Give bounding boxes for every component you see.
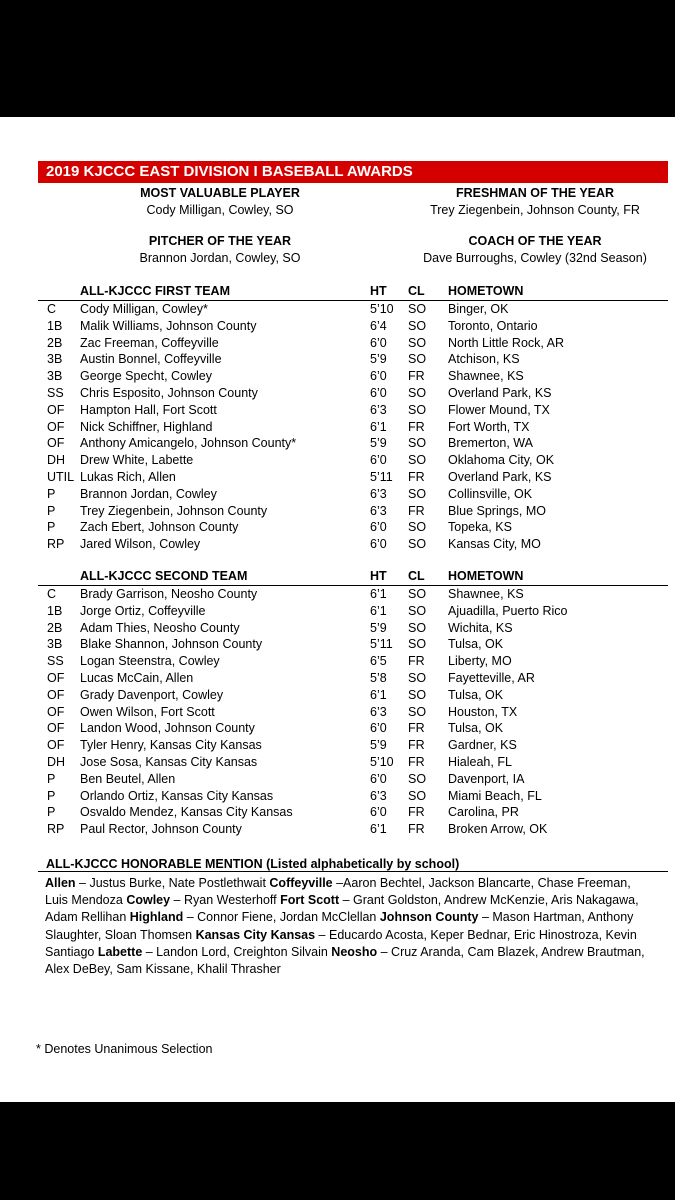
class-cell: SO (408, 771, 427, 786)
honorable-mention-heading: ALL-KJCCC HONORABLE MENTION (Listed alphabetically by school) (46, 857, 460, 871)
height-cell: 6’0 (370, 520, 387, 535)
pitcher-title: PITCHER OF THE YEAR (148, 234, 292, 248)
position-cell: 3B (47, 637, 63, 652)
school-players: – Connor Fiene, Jordan McClellan (183, 910, 380, 925)
player-cell: Grady Davenport, Cowley (80, 687, 224, 702)
height-cell: 6’0 (370, 537, 387, 552)
hometown-cell: Fayetteville, AR (448, 670, 535, 685)
player-cell: Paul Rector, Johnson County (80, 822, 242, 837)
freshman-winner: Trey Ziegenbein, Johnson County, FR (430, 203, 640, 217)
table-row (0, 452, 675, 469)
footnote: * Denotes Unanimous Selection (36, 1042, 213, 1056)
hometown-cell: Fort Worth, TX (448, 419, 530, 434)
school-name: Fort Scott (280, 893, 340, 908)
table-row (0, 737, 675, 754)
school-name: Highland (129, 910, 184, 925)
position-cell: SS (47, 654, 64, 669)
position-cell: OF (47, 721, 65, 736)
school-name: Cowley (126, 893, 171, 908)
position-cell: P (47, 805, 56, 820)
position-cell: 3B (47, 352, 63, 367)
player-cell: Ben Beutel, Allen (80, 771, 176, 786)
player-cell: Osvaldo Mendez, Kansas City Kansas (80, 805, 293, 820)
hometown-cell: Oklahoma City, OK (448, 453, 555, 468)
position-cell: OF (47, 738, 65, 753)
coach-award (400, 233, 670, 267)
hometown-cell: Overland Park, KS (448, 469, 552, 484)
height-cell: 6’1 (370, 822, 387, 837)
height-cell: 6’0 (370, 335, 387, 350)
position-cell: OF (47, 419, 65, 434)
player-cell: Tyler Henry, Kansas City Kansas (80, 738, 262, 753)
table-row (0, 804, 675, 821)
height-cell: 6’3 (370, 486, 387, 501)
position-cell: UTIL (47, 469, 75, 484)
position-cell: 2B (47, 335, 63, 350)
second-team-table (0, 586, 675, 838)
hometown-cell: Tulsa, OK (448, 687, 504, 702)
class-cell: SO (408, 788, 427, 803)
position-cell: DH (47, 453, 66, 468)
honorable-mention-list (45, 875, 645, 978)
class-cell: FR (408, 369, 425, 384)
height-cell: 6’0 (370, 385, 387, 400)
table-row (0, 486, 675, 503)
class-cell: SO (408, 436, 427, 451)
height-cell: 6’3 (370, 704, 387, 719)
height-cell: 6’3 (370, 788, 387, 803)
coach-winner: Dave Burroughs, Cowley (32nd Season) (423, 251, 647, 265)
hometown-cell: Blue Springs, MO (448, 503, 546, 518)
position-cell: RP (47, 537, 65, 552)
table-row (0, 821, 675, 838)
mvp-award (120, 185, 320, 219)
height-cell: 6’1 (370, 587, 387, 601)
hometown-cell: Atchison, KS (448, 352, 520, 367)
position-cell: P (47, 788, 56, 803)
table-row (0, 603, 675, 620)
height-cell: 6’1 (370, 603, 387, 618)
first-team-table (0, 301, 675, 553)
class-cell: FR (408, 754, 425, 769)
first-team-col-hometown: HOMETOWN (448, 284, 524, 298)
class-cell: SO (408, 620, 427, 635)
player-cell: Anthony Amicangelo, Johnson County* (80, 436, 297, 451)
height-cell: 6’3 (370, 402, 387, 417)
class-cell: SO (408, 486, 427, 501)
height-cell: 5’8 (370, 670, 387, 685)
second-team-col-hometown: HOMETOWN (448, 569, 524, 583)
height-cell: 6’0 (370, 805, 387, 820)
player-cell: Orlando Ortiz, Kansas City Kansas (80, 788, 274, 803)
table-row (0, 653, 675, 670)
position-cell: P (47, 486, 56, 501)
school-players: – Justus Burke, Nate Postlethwait (75, 876, 270, 890)
class-cell: SO (408, 385, 427, 400)
player-cell: Chris Esposito, Johnson County (80, 385, 258, 400)
class-cell: SO (408, 637, 427, 652)
class-cell: SO (408, 687, 427, 702)
height-cell: 5’10 (370, 302, 394, 316)
school-name: Coffeyville (269, 876, 333, 890)
player-cell: Blake Shannon, Johnson County (80, 637, 263, 652)
position-cell: 1B (47, 318, 63, 333)
player-cell: Brannon Jordan, Cowley (80, 486, 217, 501)
height-cell: 5’11 (370, 469, 393, 484)
player-cell: Jared Wilson, Cowley (80, 537, 201, 552)
hometown-cell: Ajuadilla, Puerto Rico (448, 603, 568, 618)
position-cell: SS (47, 385, 64, 400)
table-row (0, 402, 675, 419)
pitcher-award (120, 233, 320, 267)
player-cell: Landon Wood, Johnson County (80, 721, 255, 736)
table-row (0, 368, 675, 385)
table-row (0, 419, 675, 436)
table-row (0, 435, 675, 452)
hometown-cell: Binger, OK (448, 302, 509, 316)
hometown-cell: Shawnee, KS (448, 587, 524, 601)
hometown-cell: North Little Rock, AR (448, 335, 565, 350)
second-team-heading: ALL-KJCCC SECOND TEAM (80, 569, 248, 583)
table-row (0, 704, 675, 721)
player-cell: Zac Freeman, Coffeyville (80, 335, 219, 350)
pitcher-winner: Brannon Jordan, Cowley, SO (139, 251, 301, 265)
table-row (0, 318, 675, 335)
table-row (0, 503, 675, 520)
height-cell: 5’11 (370, 637, 393, 652)
player-cell: Cody Milligan, Cowley* (80, 302, 208, 316)
hometown-cell: Bremerton, WA (448, 436, 533, 451)
player-cell: Hampton Hall, Fort Scott (80, 402, 217, 417)
table-row (0, 519, 675, 536)
height-cell: 6’5 (370, 654, 387, 669)
school-players: – Ryan Westerhoff (170, 893, 281, 908)
school-players: – Mason Hartman, Anthony Slaughter, Sloan Thomsen (45, 910, 634, 942)
table-row (0, 351, 675, 368)
height-cell: 5’9 (370, 436, 387, 451)
class-cell: SO (408, 318, 427, 333)
height-cell: 5’9 (370, 352, 387, 367)
height-cell: 6’4 (370, 318, 387, 333)
hometown-cell: Shawnee, KS (448, 369, 524, 384)
height-cell: 6’0 (370, 369, 387, 384)
table-row (0, 469, 675, 486)
position-cell: P (47, 503, 56, 518)
class-cell: SO (408, 704, 427, 719)
mvp-title: MOST VALUABLE PLAYER (140, 186, 300, 200)
player-cell: Jorge Ortiz, Coffeyville (80, 603, 206, 618)
player-cell: Lukas Rich, Allen (80, 469, 176, 484)
class-cell: SO (408, 603, 427, 618)
hometown-cell: Flower Mound, TX (448, 402, 550, 417)
table-row (0, 335, 675, 352)
hometown-cell: Wichita, KS (448, 620, 513, 635)
class-cell: SO (408, 670, 427, 685)
first-team-heading: ALL-KJCCC FIRST TEAM (80, 284, 230, 298)
height-cell: 6’0 (370, 721, 387, 736)
table-row (0, 636, 675, 653)
hometown-cell: Hialeah, FL (448, 754, 512, 769)
title-banner (38, 161, 668, 183)
school-name: Johnson County (379, 910, 479, 925)
class-cell: FR (408, 503, 425, 518)
player-cell: Nick Schiffner, Highland (80, 419, 213, 434)
table-row (0, 754, 675, 771)
school-name: Neosho (331, 944, 378, 959)
table-row (0, 536, 675, 553)
class-cell: FR (408, 654, 425, 669)
hometown-cell: Miami Beach, FL (448, 788, 542, 803)
class-cell: SO (408, 537, 427, 552)
class-cell: FR (408, 721, 425, 736)
hometown-cell: Kansas City, MO (448, 537, 541, 552)
class-cell: SO (408, 352, 427, 367)
table-row (0, 670, 675, 687)
school-name: Allen (45, 876, 76, 890)
position-cell: 2B (47, 620, 63, 635)
class-cell: FR (408, 822, 425, 837)
hometown-cell: Liberty, MO (448, 654, 512, 669)
school-name: Kansas City Kansas (195, 927, 316, 942)
player-cell: Zach Ebert, Johnson County (80, 520, 239, 535)
hometown-cell: Collinsville, OK (448, 486, 533, 501)
position-cell: P (47, 771, 56, 786)
class-cell: SO (408, 402, 427, 417)
table-row (0, 301, 675, 318)
second-team-col-ht: HT (370, 569, 387, 583)
coach-title: COACH OF THE YEAR (468, 234, 602, 248)
school-players: – Educardo Acosta, Keper Bednar, Eric Hinostroza, Kevin Santiago (45, 927, 637, 959)
position-cell: OF (47, 402, 65, 417)
height-cell: 5’10 (370, 754, 394, 769)
hometown-cell: Tulsa, OK (448, 721, 504, 736)
position-cell: OF (47, 670, 65, 685)
table-row (0, 720, 675, 737)
mvp-winner: Cody Milligan, Cowley, SO (146, 203, 294, 217)
position-cell: OF (47, 687, 65, 702)
player-cell: Owen Wilson, Fort Scott (80, 704, 215, 719)
height-cell: 6’0 (370, 771, 387, 786)
first-team-col-ht: HT (370, 284, 387, 298)
document-title: 2019 KJCCC EAST DIVISION I BASEBALL AWARDS (46, 163, 413, 180)
hometown-cell: Carolina, PR (448, 805, 519, 820)
table-row (0, 771, 675, 788)
second-team-col-cl: CL (408, 569, 425, 583)
height-cell: 6’3 (370, 503, 387, 518)
position-cell: 3B (47, 369, 63, 384)
player-cell: Austin Bonnel, Coffeyville (80, 352, 222, 367)
hometown-cell: Toronto, Ontario (448, 318, 538, 333)
hometown-cell: Gardner, KS (448, 738, 517, 753)
hometown-cell: Tulsa, OK (448, 637, 504, 652)
position-cell: C (47, 587, 57, 601)
hometown-cell: Davenport, IA (448, 771, 525, 786)
height-cell: 5’9 (370, 738, 387, 753)
position-cell: RP (47, 822, 65, 837)
position-cell: OF (47, 436, 65, 451)
hometown-cell: Overland Park, KS (448, 385, 552, 400)
class-cell: FR (408, 805, 425, 820)
freshman-title: FRESHMAN OF THE YEAR (455, 186, 615, 200)
table-row (0, 687, 675, 704)
honorable-mention-divider (38, 871, 668, 872)
table-row (0, 788, 675, 805)
class-cell: FR (408, 738, 425, 753)
player-cell: Trey Ziegenbein, Johnson County (80, 503, 268, 518)
table-row (0, 385, 675, 402)
document-page (0, 117, 675, 1102)
freshman-award (400, 185, 670, 219)
position-cell: OF (47, 704, 65, 719)
school-players: – Grant Goldston, Andrew McKenzie, Aris Nakagawa, Adam Rellihan (45, 893, 639, 925)
position-cell: DH (47, 754, 66, 769)
player-cell: Malik Williams, Johnson County (80, 318, 257, 333)
class-cell: SO (408, 520, 427, 535)
height-cell: 6’1 (370, 419, 387, 434)
position-cell: P (47, 520, 56, 535)
class-cell: SO (408, 587, 427, 601)
player-cell: George Specht, Cowley (80, 369, 213, 384)
height-cell: 6’1 (370, 687, 387, 702)
position-cell: C (47, 302, 57, 316)
height-cell: 6’0 (370, 453, 387, 468)
player-cell: Adam Thies, Neosho County (80, 620, 240, 635)
school-players: – Cruz Aranda, Cam Blazek, Andrew Brautman, Alex DeBey, Sam Kissane, Khalil Thrasher (45, 944, 645, 977)
table-row (0, 586, 675, 603)
player-cell: Logan Steenstra, Cowley (80, 654, 220, 669)
hometown-cell: Topeka, KS (448, 520, 512, 535)
table-row (0, 620, 675, 637)
class-cell: FR (408, 419, 425, 434)
first-team-col-cl: CL (408, 284, 425, 298)
player-cell: Lucas McCain, Allen (80, 670, 194, 685)
player-cell: Drew White, Labette (80, 453, 194, 468)
hometown-cell: Houston, TX (448, 704, 518, 719)
position-cell: 1B (47, 603, 63, 618)
school-name: Labette (97, 944, 143, 959)
hometown-cell: Broken Arrow, OK (448, 822, 548, 837)
school-players: – Landon Lord, Creighton Silvain (142, 944, 332, 959)
player-cell: Brady Garrison, Neosho County (80, 587, 258, 601)
class-cell: SO (408, 453, 427, 468)
class-cell: SO (408, 335, 427, 350)
height-cell: 5’9 (370, 620, 387, 635)
school-players: –Aaron Bechtel, Jackson Blancarte, Chase Freeman, Luis Mendoza (45, 876, 631, 908)
class-cell: FR (408, 469, 425, 484)
player-cell: Jose Sosa, Kansas City Kansas (80, 754, 258, 769)
class-cell: SO (408, 302, 427, 316)
